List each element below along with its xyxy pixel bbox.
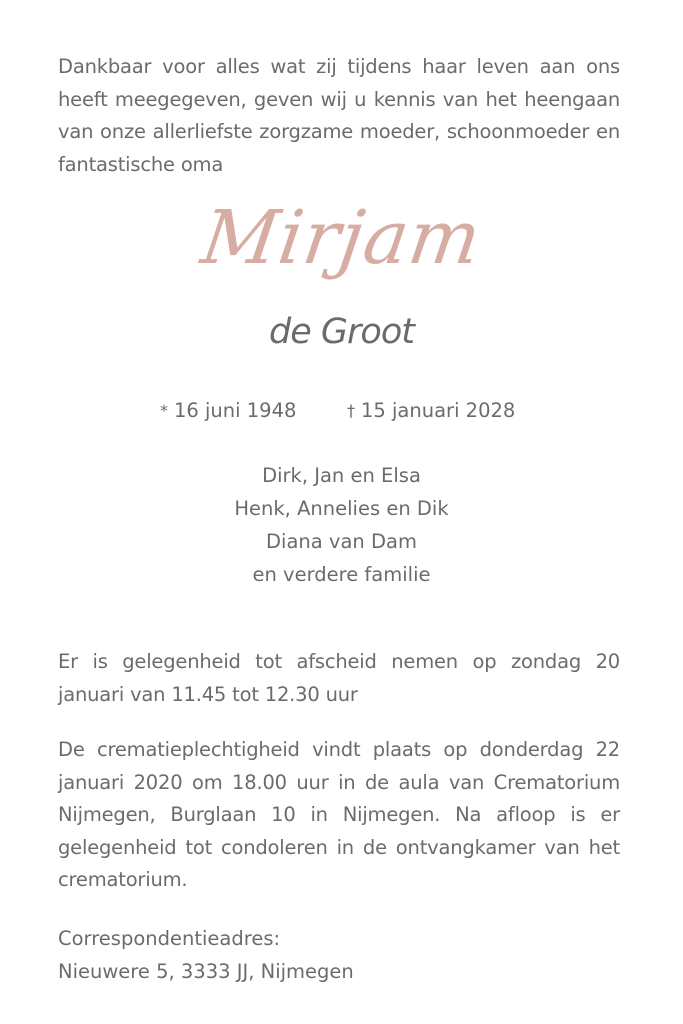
family-line: Diana van Dam (266, 530, 417, 553)
cross-icon: † (347, 401, 355, 420)
birth-date (160, 395, 296, 427)
death-date (347, 395, 515, 427)
first-name: Mirjam (196, 195, 487, 281)
birth-date-text: 16 juni 1948 (174, 399, 297, 422)
family-list (0, 459, 683, 591)
birth-symbol: * (160, 401, 168, 420)
intro-text: Dankbaar voor alles wat zij tijdens haar leven aan ons heeft meegegeven, geven wij u kennis van het heengaan van onze allerliefste zorgzame moeder, schoonmoeder en fantastische oma (58, 55, 620, 176)
family-line: Dirk, Jan en Elsa (262, 464, 421, 487)
death-date-text: 15 januari 2028 (361, 399, 516, 422)
farewell-text: Er is gelegenheid tot afscheid nemen op zondag 20 januari van 11.45 tot 12.30 uur (58, 650, 620, 706)
correspondence-label: Correspondentieadres: (58, 927, 281, 950)
last-name: de Groot (269, 312, 414, 352)
family-line: Henk, Annelies en Dik (234, 497, 449, 520)
correspondence-block (58, 922, 354, 988)
correspondence-address: Nieuwere 5, 3333 JJ, Nijmegen (58, 960, 354, 983)
ceremony-text: De crematieplechtigheid vindt plaats op donderdag 22 januari 2020 om 18.00 uur in de aula van Crematorium Nijmegen, Burglaan 10 in Nijmegen. Na afloop is er gelegenheid tot condoleren in de ontvangkamer van het crematorium. (58, 738, 620, 891)
family-line: en verdere familie (252, 563, 431, 586)
